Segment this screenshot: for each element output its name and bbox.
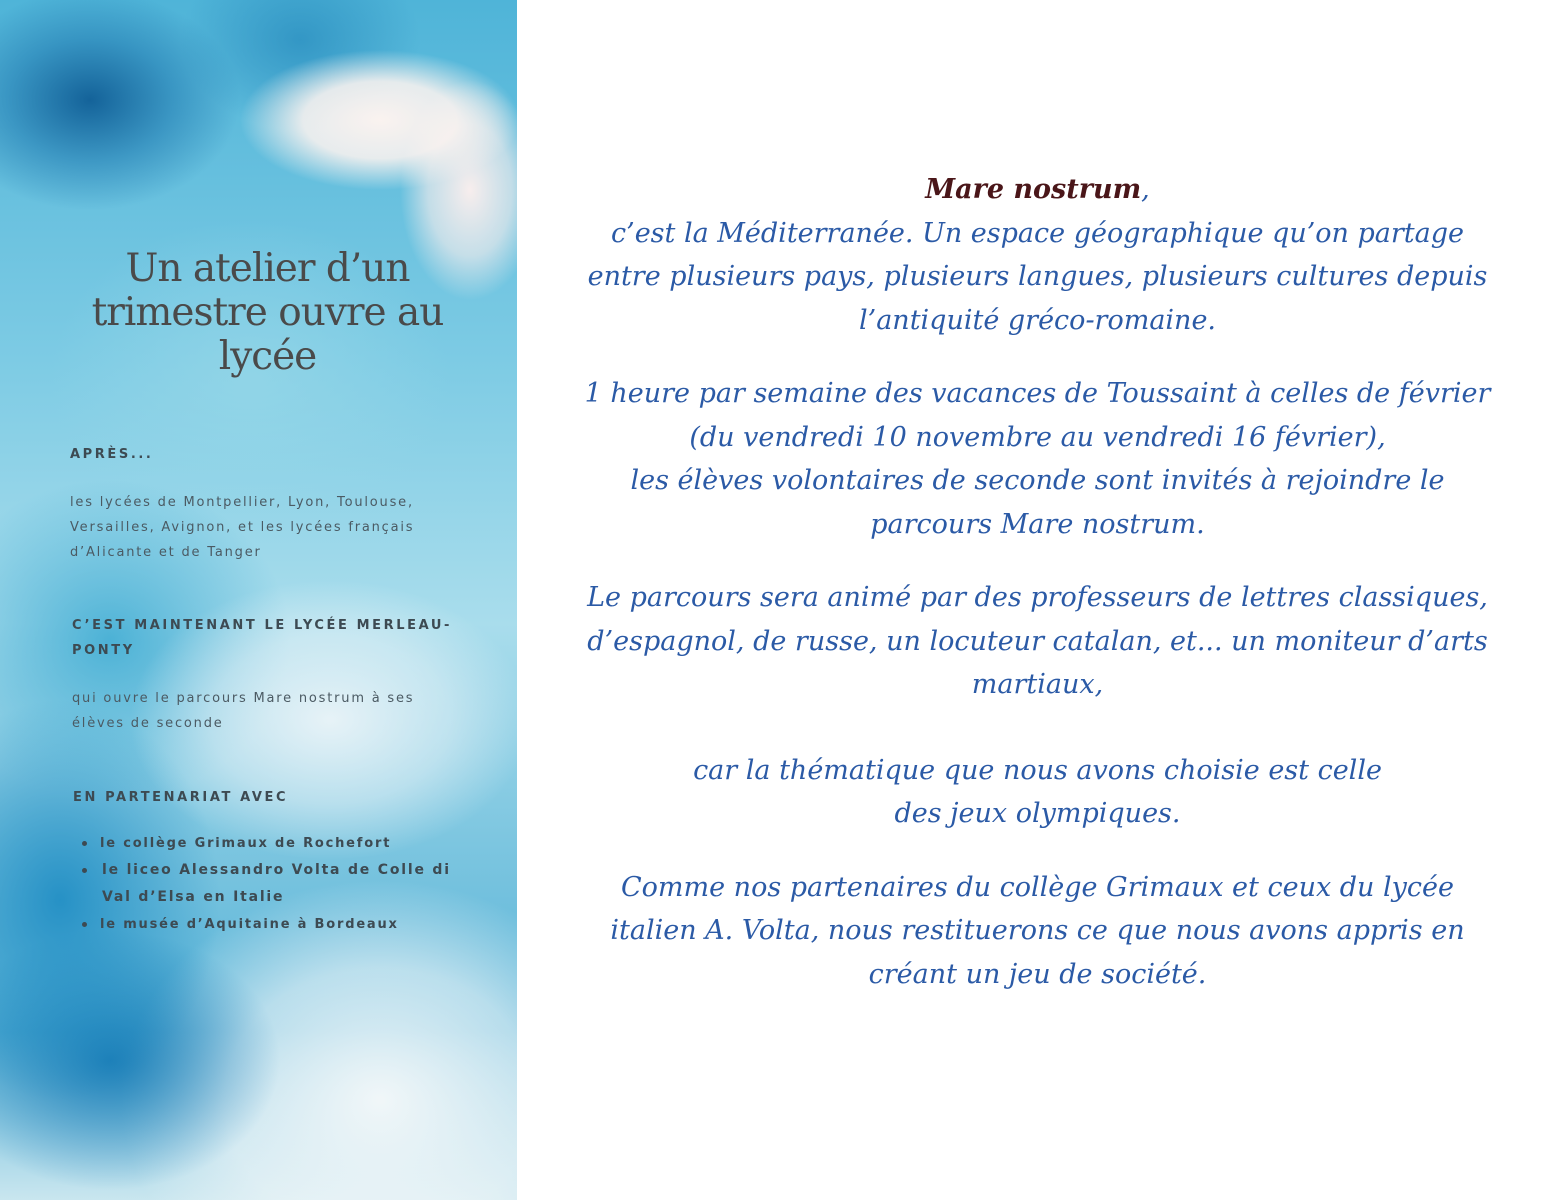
- list-item: le musée d’Aquitaine à Bordeaux: [80, 911, 480, 938]
- conclusion-paragraph: Comme nos partenaires du collège Grimaux et ceux du lycée italien A. Volta, nous restituerons ce que nous avons appris en créant un jeu de société.: [610, 871, 1465, 990]
- list-item: le liceo Alessandro Volta de Colle di Val d’Elsa en Italie: [80, 857, 480, 911]
- list-item: le collège Grimaux de Rochefort: [80, 830, 480, 857]
- main-text: [575, 168, 1500, 996]
- theme-line-2: des jeux olympiques.: [894, 798, 1181, 829]
- theme-line-1: car la thématique que nous avons choisie est celle: [693, 754, 1382, 786]
- section-text-cities: les lycées de Montpellier, Lyon, Toulouse, Versailles, Avignon, et les lycées français d’Alicante et de Tanger: [70, 495, 415, 560]
- section-heading-apres: APRÈS...: [70, 447, 154, 462]
- intro-paragraph: c’est la Méditerranée. Un espace géographique qu’on partage entre plusieurs pays, plusieurs langues, plusieurs cultures depuis l’antiquité gréco-romaine.: [587, 217, 1488, 336]
- schedule-line-3: les élèves volontaires de seconde sont invités à rejoindre le parcours Mare nostrum.: [630, 465, 1445, 540]
- partners-list: [80, 830, 480, 938]
- schedule-line-2: (du vendredi 10 novembre au vendredi 16 février),: [689, 421, 1386, 453]
- staff-paragraph: Le parcours sera animé par des professeurs de lettres classiques, d’espagnol, de russe, un locuteur catalan, et... un moniteur d’arts martiaux,: [587, 582, 1488, 700]
- watercolor-sidebar: [0, 0, 517, 1200]
- main-title: Mare nostrum: [925, 174, 1142, 205]
- section-heading-merleau-ponty: C’EST MAINTENANT LE LYCÉE MERLEAU-PONTY: [72, 618, 452, 658]
- section-heading-partenariat: EN PARTENARIAT AVEC: [73, 790, 289, 805]
- sidebar-title: Un atelier d’un trimestre ouvre au lycée: [91, 246, 444, 379]
- main-title-line: [575, 168, 1500, 212]
- title-comma: ,: [1141, 174, 1150, 205]
- schedule-line-1: 1 heure par semaine des vacances de Toussaint à celles de février: [584, 378, 1491, 409]
- section-text-parcours: qui ouvre le parcours Mare nostrum à ses élèves de seconde: [72, 691, 415, 731]
